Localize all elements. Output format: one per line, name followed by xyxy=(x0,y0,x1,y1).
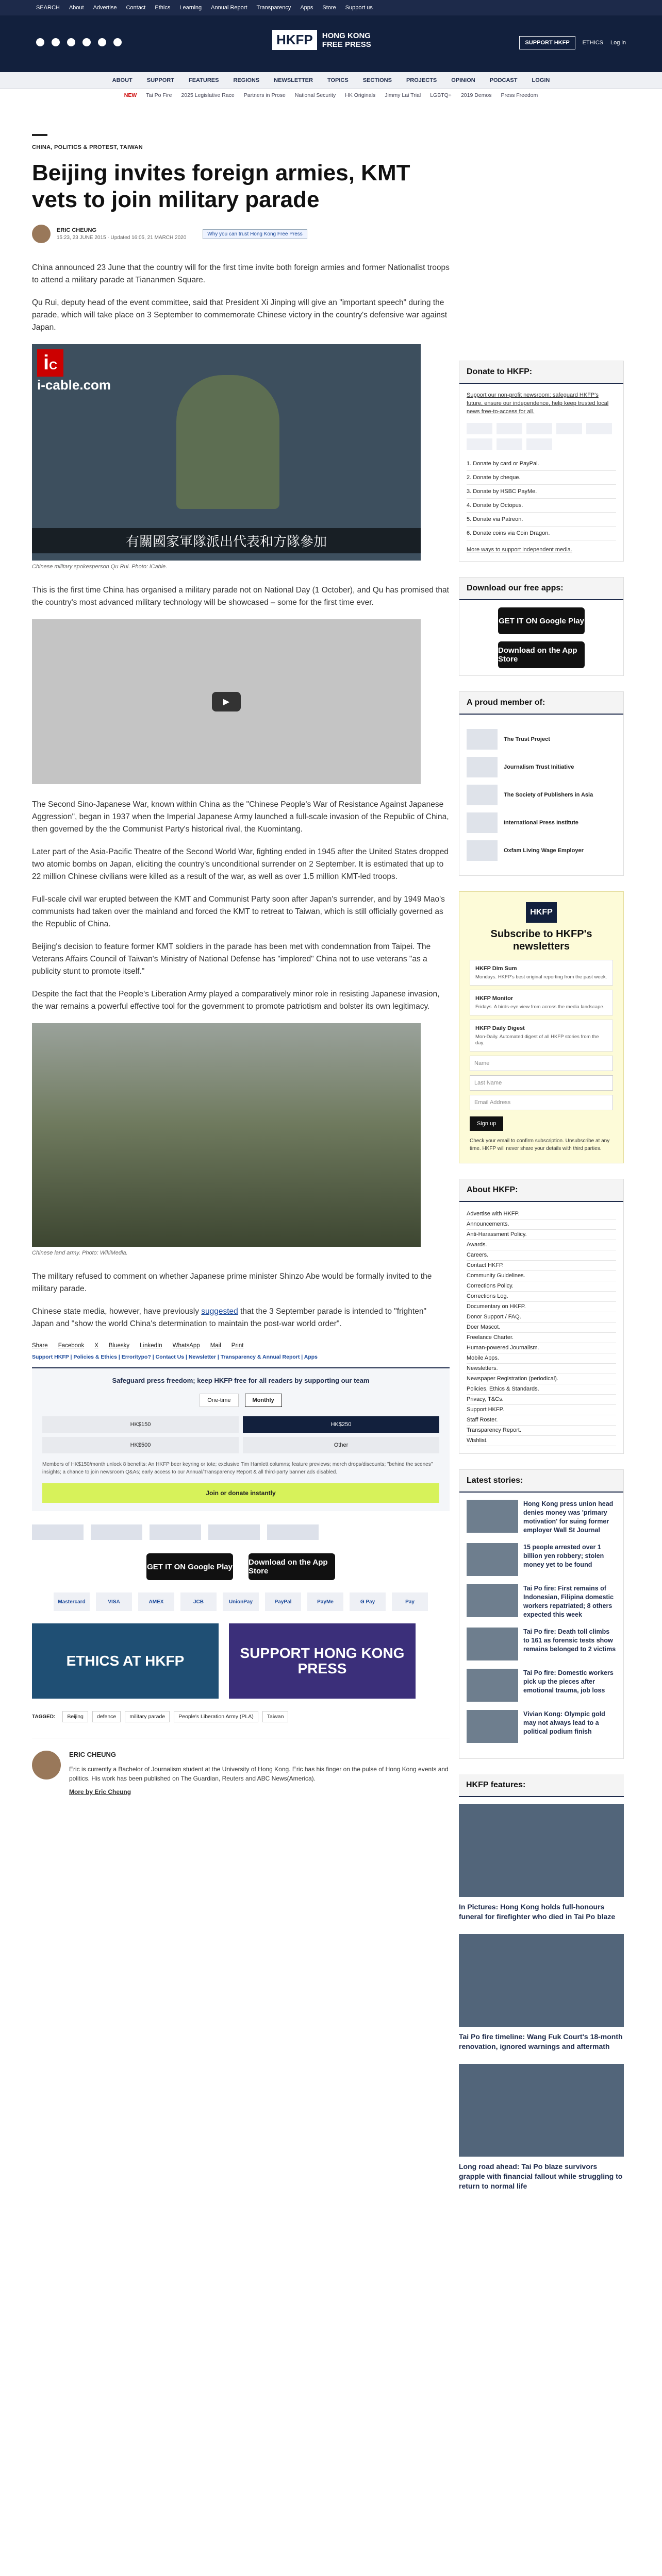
article-category[interactable]: CHINA, POLITICS & PROTEST, TAIWAN xyxy=(32,144,143,150)
share-mail[interactable]: Mail xyxy=(210,1343,221,1349)
sidebar-latest-title: Latest stories: xyxy=(459,1470,623,1493)
top-utility-bar xyxy=(0,0,662,15)
amount-options xyxy=(42,1416,439,1453)
feature-title[interactable]: Tai Po fire timeline: Wang Fuk Court's 18-month renovation, ignored warnings and aftermath xyxy=(459,2032,623,2050)
payme-icon xyxy=(496,438,522,450)
oxfam-logo[interactable] xyxy=(267,1524,319,1540)
about-link[interactable]: Policies, Ethics & Standards. xyxy=(467,1384,616,1395)
figure-land-army xyxy=(32,1023,421,1256)
about-link[interactable]: Corrections Policy. xyxy=(467,1281,616,1292)
share-print[interactable]: Print xyxy=(231,1343,244,1349)
paragraph: Beijing's decision to feature former KMT soldiers in the parade has been met with condemnation from Taipei. The Veterans Affairs Council of Taiwan's Ministry of National Defense has "implored" China not to use veterans "as a publicity stunt to promote itself." xyxy=(32,942,431,976)
trending-item[interactable]: LGBTQ+ xyxy=(430,92,452,98)
feature-title[interactable]: Long road ahead: Tai Po blaze survivors grapple with financial fallout while struggling to return to normal life xyxy=(459,2162,623,2190)
author-bio-name[interactable]: ERIC CHEUNG xyxy=(69,1751,117,1758)
story-thumbnail xyxy=(467,1669,518,1702)
facebook-icon[interactable] xyxy=(36,38,44,46)
site-header xyxy=(0,15,662,72)
unionpay-icon xyxy=(586,423,612,434)
donate-method[interactable]: 6. Donate coins via Coin Dragon. xyxy=(467,527,616,540)
jti-logo[interactable] xyxy=(91,1524,142,1540)
unionpay-icon: UnionPay xyxy=(223,1592,259,1611)
site-logo[interactable] xyxy=(272,30,371,50)
amex-icon: AMEX xyxy=(138,1592,174,1611)
donate-method[interactable]: 2. Donate by cheque. xyxy=(467,471,616,485)
trending-item[interactable]: Partners in Prose xyxy=(243,92,286,98)
oxfam-logo xyxy=(467,840,498,861)
policy-links[interactable]: Support HKFP | Policies & Ethics | Error/typo? | Contact Us | Newsletter | Transparency & Annual Report | Apps xyxy=(32,1354,318,1360)
header-actions xyxy=(519,36,626,49)
sidebar-features xyxy=(459,1774,624,2211)
apple-pay-icon: Pay xyxy=(392,1592,428,1611)
paragraph: Chinese state media, however, have previously suggested that the 3 September parade is intended to "frighten" Japan and "show the world China's determination to maintain the post-war world order". xyxy=(32,1307,426,1328)
share-whatsapp[interactable]: WhatsApp xyxy=(172,1343,200,1349)
logo-text: HONG KONG FREE PRESS xyxy=(322,31,371,49)
paragraph: China announced 23 June that the country will for the first time invite both foreign armies and former Nationalist troops to attend a military parade at Tiananmen Square. xyxy=(32,263,450,284)
sidebar-members xyxy=(459,691,624,876)
latest-story[interactable] xyxy=(467,1669,616,1702)
article-title: Beijing invites foreign armies, KMT vets to join military parade xyxy=(32,160,410,212)
nav-newsletter[interactable]: NEWSLETTER xyxy=(274,77,313,83)
tab-one-time[interactable]: One-time xyxy=(200,1394,238,1407)
article-date: 15:23, 23 JUNE 2015 · Updated 16:05, 21 MARCH 2020 xyxy=(57,235,187,241)
mastercard-icon: Mastercard xyxy=(54,1592,90,1611)
member-item[interactable]: The Society of Publishers in Asia xyxy=(467,785,616,805)
sidebar-about xyxy=(459,1179,624,1454)
feature-image[interactable] xyxy=(459,1934,624,2027)
share-bluesky[interactable]: Bluesky xyxy=(108,1343,130,1349)
share-link[interactable]: Share xyxy=(32,1343,48,1349)
paragraph: The military refused to comment on whether Japanese prime minister Shinzo Abe would be formally invited to the military parade. xyxy=(32,1272,432,1293)
x-icon[interactable] xyxy=(52,38,60,46)
trust-project-logo xyxy=(467,729,498,750)
new-label: NEW xyxy=(124,92,137,98)
about-link[interactable]: Community Guidelines. xyxy=(467,1271,616,1281)
mastercard-icon xyxy=(467,423,492,434)
tag[interactable]: Beijing xyxy=(62,1711,88,1722)
advertise-link[interactable]: Advertise xyxy=(93,5,117,11)
paragraph: This is the first time China has organised a military parade not on National Day (1 October), and Qu has promised that the country's most advanced military technology will be showcased – some for the first time ever. xyxy=(32,586,449,607)
latest-story[interactable] xyxy=(467,1710,616,1743)
trending-item[interactable]: Press Freedom xyxy=(501,92,538,98)
sidebar-about-title: About HKFP: xyxy=(459,1179,623,1202)
nav-projects[interactable]: PROJECTS xyxy=(406,77,437,83)
support-banner[interactable]: SUPPORT HONG KONG PRESS xyxy=(229,1623,416,1699)
jcb-icon xyxy=(556,423,582,434)
about-link[interactable]: Transparency Report. xyxy=(467,1426,616,1436)
jti-logo xyxy=(467,757,498,777)
figure-caption: Chinese military spokesperson Qu Rui. Photo: iCable. xyxy=(32,564,168,570)
about-link[interactable]: Contact HKFP. xyxy=(467,1261,616,1271)
sidebar-donate-title: Donate to HKFP: xyxy=(459,361,623,384)
trending-item[interactable]: HK Originals xyxy=(345,92,376,98)
member-item[interactable]: The Trust Project xyxy=(467,729,616,750)
paragraph: Later part of the Asia-Pacific Theatre of the Second World War, fighting ended in 1945 after the United States dropped two atomic bombs on Japan, eliciting the country's unconditional surrender on 2 September. It is estimated that up to 22 million Chinese civilians were killed as a result of the war, as well as over 1.5 million KMT-led troops. xyxy=(32,848,449,881)
about-link[interactable]: Corrections Log. xyxy=(467,1292,616,1302)
sopa-logo[interactable] xyxy=(150,1524,201,1540)
latest-story[interactable] xyxy=(467,1500,616,1535)
login-header-link[interactable]: Log in xyxy=(610,40,626,46)
ipi-logo xyxy=(467,812,498,833)
byline xyxy=(32,225,450,243)
donate-method[interactable]: 3. Donate by HSBC PayMe. xyxy=(467,485,616,499)
newsletter-option[interactable]: HKFP Daily Digest Mon-Daily. Automated digest of all HKFP stories from the day. xyxy=(470,1020,613,1052)
feature-image[interactable] xyxy=(459,2064,624,2157)
about-link[interactable]: Announcements. xyxy=(467,1219,616,1230)
latest-story[interactable] xyxy=(467,1584,616,1619)
nav-about[interactable]: ABOUT xyxy=(112,77,133,83)
paragraph: Qu Rui, deputy head of the event committee, said that President Xi Jinping will give an "important speech" during the parade, which will take place on 3 September to commemorate Chinese victory in the country's defensive war against Japan. xyxy=(32,298,448,332)
about-link[interactable]: Freelance Charter. xyxy=(467,1333,616,1343)
logo-mark: HKFP xyxy=(272,30,317,50)
story-thumbnail xyxy=(467,1543,518,1576)
more-by-author-link[interactable]: More by Eric Cheung xyxy=(69,1788,131,1795)
threads-icon[interactable] xyxy=(82,38,91,46)
member-benefits: Members of HK$150/month unlock 8 benefits: An HKFP beer keyring or tote; exclusive Tim Hamlett columns; feature previews; merch drops/discounts; "behind the scenes" insights; a chance to join newsroom Q&As; early access to our Annual/Transparency Report & all third-party banner ads disabled. xyxy=(42,1462,433,1475)
linkedin-icon[interactable] xyxy=(113,38,122,46)
sidebar-apps xyxy=(459,577,624,676)
tags-label: TAGGED: xyxy=(32,1714,56,1720)
member-item[interactable]: International Press Institute xyxy=(467,812,616,833)
icable-url: i-cable.com xyxy=(37,377,111,393)
newsletter-option[interactable]: HKFP Dim Sum Mondays. HKFP's best original reporting from the past week. xyxy=(470,960,613,986)
story-title: Vivian Kong: Olympic gold may not always lead to a political podium finish xyxy=(523,1710,605,1735)
app-store-buttons xyxy=(32,1553,450,1580)
tag[interactable]: military parade xyxy=(125,1711,170,1722)
store-link[interactable]: Store xyxy=(322,5,336,11)
search-link[interactable]: SEARCH xyxy=(36,5,60,11)
trending-item[interactable]: Jimmy Lai Trial xyxy=(385,92,421,98)
trust-badge[interactable]: Why you can trust Hong Kong Free Press xyxy=(203,229,307,239)
article-body xyxy=(32,262,450,1330)
about-link[interactable]: Careers. xyxy=(467,1250,616,1261)
sidebar-app-store-button[interactable]: Download on the App Store xyxy=(498,641,585,668)
app-store-button[interactable]: Download on the App Store xyxy=(249,1553,335,1580)
speaker-figure xyxy=(176,375,279,509)
octopus-icon xyxy=(526,438,552,450)
donate-method[interactable]: 4. Donate by Octopus. xyxy=(467,499,616,513)
photo-land-army xyxy=(32,1023,421,1247)
story-title: Tai Po fire: Domestic workers pick up the pieces after emotional trauma, job loss xyxy=(523,1669,614,1694)
tag[interactable]: People's Liberation Army (PLA) xyxy=(174,1711,258,1722)
story-thumbnail xyxy=(467,1500,518,1533)
share-facebook[interactable]: Facebook xyxy=(58,1343,85,1349)
amex-icon xyxy=(526,423,552,434)
donate-headline: Safeguard press freedom; keep HKFP free for all readers by supporting our team xyxy=(112,1377,370,1384)
about-link[interactable]: Awards. xyxy=(467,1240,616,1250)
frequency-tabs xyxy=(42,1394,439,1407)
instagram-icon[interactable] xyxy=(67,38,75,46)
transparency-link[interactable]: Transparency xyxy=(256,5,291,11)
story-thumbnail xyxy=(467,1710,518,1743)
icable-logo: iC xyxy=(37,349,63,377)
about-link[interactable]: Newsletters. xyxy=(467,1364,616,1374)
feature-image[interactable] xyxy=(459,1804,624,1897)
figure-qu-rui xyxy=(32,344,421,570)
learning-link[interactable]: Learning xyxy=(179,5,202,11)
newsletter-signup xyxy=(459,891,624,1163)
google-play-button[interactable]: GET IT ON Google Play xyxy=(146,1553,233,1580)
story-title: Tai Po fire: Death toll climbs to 161 as forensic tests show remains belonged to 2 victims xyxy=(523,1628,616,1653)
about-link[interactable]: Support HKFP. xyxy=(467,1405,616,1415)
about-link[interactable]: Human-powered Journalism. xyxy=(467,1343,616,1353)
newsletter-title: Subscribe to HKFP's newsletters xyxy=(490,928,592,952)
trending-item[interactable]: 2025 Legislative Race xyxy=(181,92,235,98)
sidebar-google-play-button[interactable]: GET IT ON Google Play xyxy=(498,607,585,634)
signup-button[interactable]: Sign up xyxy=(470,1116,503,1131)
title-rule xyxy=(32,134,47,136)
main-nav xyxy=(0,72,662,89)
newsletter-logo: HKFP xyxy=(526,902,557,923)
amount-option-selected[interactable]: HK$250 xyxy=(243,1416,439,1433)
about-link[interactable]: Newspaper Registration (periodical). xyxy=(467,1374,616,1384)
paragraph: The Second Sino-Japanese War, known within China as the "Chinese People's War of Resistance Against Japanese Aggression", began in 1937 when the Imperial Japanese Army launched a full-scale invasion of the Republic of China, then governed by the the Communist Party's historical rival, the Kuomintang. xyxy=(32,800,449,834)
more-ways-link[interactable]: More ways to support independent media. xyxy=(467,547,572,553)
nav-topics[interactable]: TOPICS xyxy=(327,77,349,83)
tag[interactable]: defence xyxy=(92,1711,121,1722)
nav-features[interactable]: FEATURES xyxy=(188,77,219,83)
sidebar-latest xyxy=(459,1469,624,1759)
amount-option[interactable]: HK$500 xyxy=(42,1437,239,1453)
jcb-icon: JCB xyxy=(180,1592,217,1611)
latest-story[interactable] xyxy=(467,1628,616,1660)
youtube-icon[interactable] xyxy=(98,38,106,46)
donate-cta-button[interactable]: Join or donate instantly xyxy=(42,1483,439,1503)
latest-story[interactable] xyxy=(467,1543,616,1576)
ethics-link[interactable]: Ethics xyxy=(155,5,171,11)
about-link[interactable]: Documentary on HKFP. xyxy=(467,1302,616,1312)
payment-methods xyxy=(32,1592,450,1611)
payme-icon: PayMe xyxy=(307,1592,343,1611)
visa-icon xyxy=(496,423,522,434)
nav-opinion[interactable]: OPINION xyxy=(451,77,475,83)
member-item[interactable]: Journalism Trust Initiative xyxy=(467,757,616,777)
support-hkfp-button[interactable]: SUPPORT HKFP xyxy=(519,36,575,49)
nav-regions[interactable]: REGIONS xyxy=(233,77,260,83)
byline-text xyxy=(57,227,186,241)
author-bio xyxy=(32,1738,450,1797)
sidebar-donate xyxy=(459,361,624,562)
donate-method[interactable]: 5. Donate via Patreon. xyxy=(467,513,616,527)
author-avatar[interactable] xyxy=(32,225,51,243)
video-embed[interactable] xyxy=(32,619,421,784)
name-field[interactable]: Name xyxy=(470,1056,613,1071)
share-linkedin[interactable]: LinkedIn xyxy=(140,1343,162,1349)
about-link[interactable]: Donor Support / FAQ. xyxy=(467,1312,616,1323)
support-us-link[interactable]: Support us xyxy=(345,5,373,11)
member-item[interactable]: Oxfam Living Wage Employer xyxy=(467,840,616,861)
author-bio-avatar[interactable] xyxy=(32,1751,61,1780)
about-link[interactable]: Doer Mascot. xyxy=(467,1323,616,1333)
nav-support[interactable]: SUPPORT xyxy=(146,77,174,83)
paragraph: Full-scale civil war erupted between the KMT and Communist Party soon after Japan's surrender, and by 1949 Mao's communists had taken over the mainland and forced the KMT to retreat to Taiwan, which is still officially governed as the Republic of China. xyxy=(32,895,445,928)
annual-report-link[interactable]: Annual Report xyxy=(211,5,247,11)
sidebar-payment-icons xyxy=(467,423,616,450)
author-bio-desc: Eric is currently a Bachelor of Journalism student at the University of Hong Kong. Eric has his finger on the pulse of Hong Kong events and politics. His work has been published on The Guardian, Reuters and ABC News(America). xyxy=(69,1766,449,1782)
donate-widget xyxy=(32,1367,450,1511)
about-link[interactable]: Anti-Harassment Policy. xyxy=(467,1230,616,1240)
about-links xyxy=(459,1202,623,1453)
nav-podcast[interactable]: PODCAST xyxy=(489,77,518,83)
feature-stories xyxy=(459,1797,624,2211)
ethics-header-link[interactable]: ETHICS xyxy=(582,40,604,46)
contact-link[interactable]: Contact xyxy=(126,5,146,11)
trending-item[interactable]: Tai Po Fire xyxy=(146,92,172,98)
author-bio-text xyxy=(69,1751,450,1797)
apps-link[interactable]: Apps xyxy=(300,5,313,11)
newsletter-footnote: Check your email to confirm subscription. Unsubscribe at any time. HKFP will never share your details with third parties. xyxy=(470,1138,610,1151)
sidebar-features-title: HKFP features: xyxy=(459,1774,624,1797)
google-pay-icon: G Pay xyxy=(350,1592,386,1611)
last-name-field[interactable]: Last Name xyxy=(470,1075,613,1091)
amount-option[interactable]: HK$150 xyxy=(42,1416,239,1433)
email-field[interactable]: Email Address xyxy=(470,1095,613,1110)
donate-methods xyxy=(467,457,616,540)
share-bar xyxy=(32,1343,450,1349)
article xyxy=(32,134,450,1797)
figure-caption: Chinese land army. Photo: WikiMedia. xyxy=(32,1250,128,1256)
social-icons xyxy=(36,38,122,46)
about-link[interactable]: Privacy, T&Cs. xyxy=(467,1395,616,1405)
author-name[interactable]: ERIC CHEUNG xyxy=(57,227,97,233)
story-title: 15 people arrested over 1 billion yen robbery; stolen money yet to be found xyxy=(523,1544,604,1568)
trending-bar xyxy=(0,89,662,102)
sidebar-members-title: A proud member of: xyxy=(459,692,623,715)
partner-badges xyxy=(32,1524,450,1540)
visa-icon: VISA xyxy=(96,1592,132,1611)
tag[interactable]: Taiwan xyxy=(262,1711,289,1722)
photo-subtitle: 有關國家軍隊派出代表和方隊參加 xyxy=(32,528,421,553)
share-x[interactable]: X xyxy=(94,1343,98,1349)
sidebar-apps-title: Download our free apps: xyxy=(459,578,623,600)
promo-banners xyxy=(32,1623,450,1699)
about-link[interactable]: Wishlist. xyxy=(467,1436,616,1446)
trust-project-logo[interactable] xyxy=(32,1524,84,1540)
story-thumbnail xyxy=(467,1628,518,1660)
sopa-logo xyxy=(467,785,498,805)
paypal-icon xyxy=(467,438,492,450)
play-icon[interactable]: ▶ xyxy=(212,692,241,711)
story-title: Tai Po fire: First remains of Indonesian, Filipina domestic workers repatriated; 8 others expected this week xyxy=(523,1585,614,1618)
amount-option[interactable]: Other xyxy=(243,1437,439,1453)
story-title: Hong Kong press union head denies money was 'primary motivation' for suing former employer Wall St Journal xyxy=(523,1500,614,1534)
trending-item[interactable]: 2019 Demos xyxy=(460,92,492,98)
suggested-link[interactable]: suggested xyxy=(201,1307,238,1316)
donate-method[interactable]: 1. Donate by card or PayPal. xyxy=(467,457,616,471)
tab-monthly[interactable]: Monthly xyxy=(245,1394,282,1407)
ethics-banner[interactable]: ETHICS AT HKFP xyxy=(32,1623,219,1699)
about-link[interactable]: Mobile Apps. xyxy=(467,1353,616,1364)
about-link[interactable]: Advertise with HKFP. xyxy=(467,1209,616,1219)
newsletter-option[interactable]: HKFP Monitor Fridays. A birds-eye view from across the media landscape. xyxy=(470,990,613,1015)
tag-list xyxy=(32,1711,450,1722)
sidebar-donate-text[interactable]: Support our non-profit newsroom: safeguard HKFP's future, ensure our independence, help keep trusted local news free-to-access for all. xyxy=(467,392,609,415)
latest-stories xyxy=(459,1493,623,1758)
trending-item[interactable]: National Security xyxy=(294,92,336,98)
feature-title[interactable]: In Pictures: Hong Kong holds full-honours funeral for firefighter who died in Tai Po blaze xyxy=(459,1903,616,1921)
about-link[interactable]: About xyxy=(69,5,84,11)
photo-qu-rui xyxy=(32,344,421,561)
paragraph: Despite the fact that the People's Liberation Army played a comparatively minor role in resisting Japanese invasion, the war remains a powerful effective tool for the government to promote patriotism and bolster its own legitimacy. xyxy=(32,990,440,1011)
story-thumbnail xyxy=(467,1584,518,1617)
about-link[interactable]: Staff Roster. xyxy=(467,1415,616,1426)
nav-login[interactable]: LOGIN xyxy=(532,77,550,83)
paypal-icon: PayPal xyxy=(265,1592,301,1611)
sidebar xyxy=(459,361,624,2226)
nav-sections[interactable]: SECTIONS xyxy=(362,77,392,83)
ipi-logo[interactable] xyxy=(208,1524,260,1540)
